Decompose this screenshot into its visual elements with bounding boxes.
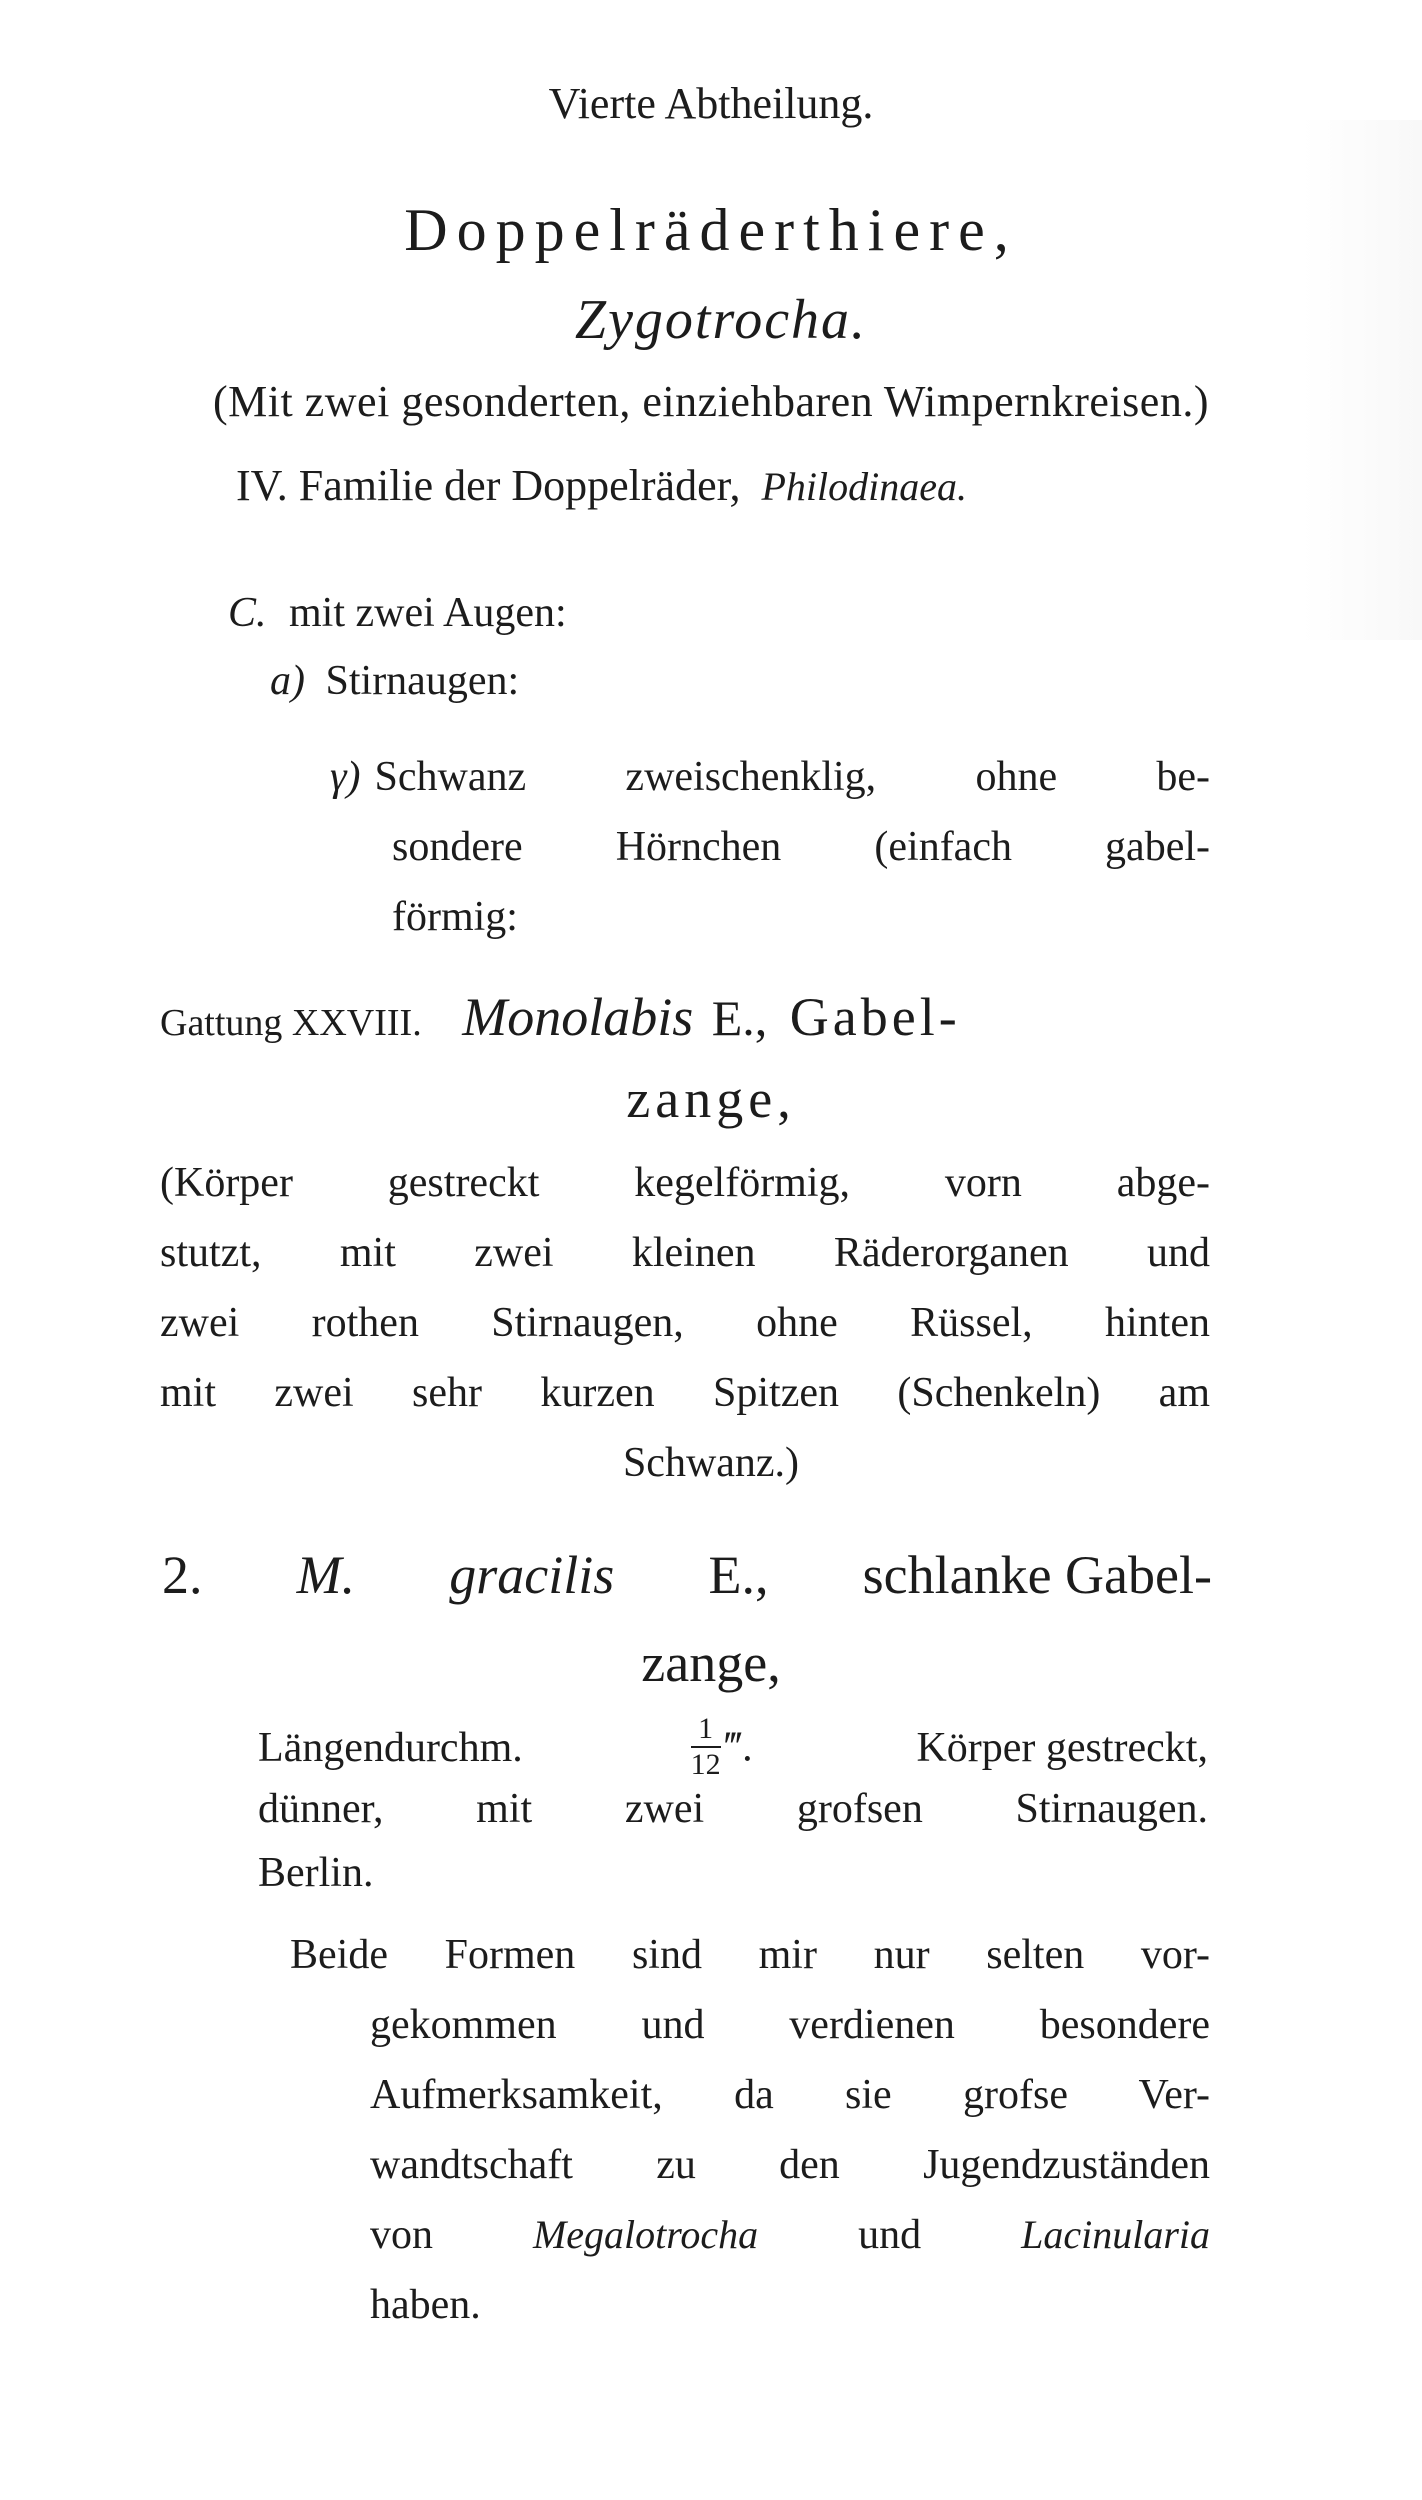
note-line-3: Aufmerksamkeit, da sie grofse Ver- xyxy=(370,2072,1210,2118)
genus-desc-line-2: stutzt, mit zwei kleinen Räderorganen und xyxy=(160,1230,1210,1276)
measure-label: Längendurchm. xyxy=(258,1724,523,1771)
key-gamma-text-1: Schwanz zweischenklig, ohne be- xyxy=(374,754,1210,800)
species-desc-line-1-rest: Körper gestreckt, xyxy=(916,1724,1208,1771)
species-epithet: gracilis xyxy=(449,1545,615,1605)
note-line-5-und: und xyxy=(858,2212,922,2258)
family-latin-name: Philodinaea. xyxy=(761,464,968,509)
species-locality: Berlin. xyxy=(258,1850,374,1896)
genus-desc-line-4: mit zwei sehr kurzen Spitzen (Schenkeln) am xyxy=(160,1370,1210,1416)
key-c-text: mit zwei Augen: xyxy=(289,590,567,636)
fraction-numerator: 1 xyxy=(691,1714,721,1748)
group-latin-name: Zygotrocha. xyxy=(574,289,868,351)
species-heading xyxy=(162,1545,1212,1605)
key-gamma-line-2: sondere Hörnchen (einfach gabel- xyxy=(392,824,1210,870)
group-name: Doppelräderthiere, xyxy=(404,197,1018,263)
genus-latin-name: Monolabis xyxy=(462,987,694,1047)
key-gamma-label: γ) xyxy=(330,754,361,800)
genus-author: E., xyxy=(711,990,768,1046)
running-header: Vierte Abtheilung. xyxy=(548,79,874,128)
species-common-name-2: zange, xyxy=(641,1633,781,1693)
genus-desc-line-1: (Körper gestreckt kegelförmig, vorn abge- xyxy=(160,1160,1210,1206)
note-line-5 xyxy=(370,2214,1210,2256)
key-c-label: C. xyxy=(228,590,267,636)
note-taxon-megalotrocha: Megalotrocha xyxy=(532,2212,759,2257)
note-line-6: haben. xyxy=(370,2282,481,2328)
note-line-1: Beide Formen sind mir nur selten vor- xyxy=(290,1932,1210,1978)
species-author: E., xyxy=(708,1545,769,1605)
genus-common-name-2: zange, xyxy=(626,1069,796,1129)
genus-common-name-1: Gabel- xyxy=(789,987,961,1047)
genus-heading xyxy=(160,987,961,1047)
species-common-name-1: schlanke Gabel- xyxy=(862,1545,1212,1605)
key-gamma-line-1 xyxy=(330,756,1210,798)
group-description: (Mit zwei gesonderten, einziehbaren Wimpernkreisen.) xyxy=(213,377,1209,426)
key-c xyxy=(228,592,567,634)
key-a-label: a) xyxy=(270,658,305,704)
genus-desc-line-3: zwei rothen Stirnaugen, ohne Rüssel, hinten xyxy=(160,1300,1210,1346)
species-desc-line-1 xyxy=(258,1712,1208,1784)
key-gamma-line-3: förmig: xyxy=(392,894,518,940)
note-line-4: wandtschaft zu den Jugendzuständen xyxy=(370,2142,1210,2188)
key-a xyxy=(270,660,519,702)
genus-prefix: Gattung XXVIII. xyxy=(160,1002,422,1044)
note-taxon-lacinularia: Lacinularia xyxy=(1021,2212,1210,2257)
note-line-2: gekommen und verdienen besondere xyxy=(370,2002,1210,2048)
species-number: 2. xyxy=(162,1545,203,1605)
fraction-unit: ‴. xyxy=(724,1724,753,1771)
genus-desc-line-5: Schwanz.) xyxy=(622,1440,800,1486)
note-line-5-von: von xyxy=(370,2212,433,2258)
measure-value xyxy=(687,1712,753,1784)
measure-fraction xyxy=(691,1714,721,1780)
species-desc-line-2: dünner, mit zwei grofsen Stirnaugen. xyxy=(258,1786,1208,1832)
fraction-denominator: 12 xyxy=(690,1748,721,1781)
family-prefix: IV. Familie der Doppelräder, xyxy=(236,461,741,510)
species-genus-abbr: M. xyxy=(296,1545,356,1605)
key-a-text: Stirnaugen: xyxy=(325,658,520,704)
family-heading xyxy=(236,461,968,510)
